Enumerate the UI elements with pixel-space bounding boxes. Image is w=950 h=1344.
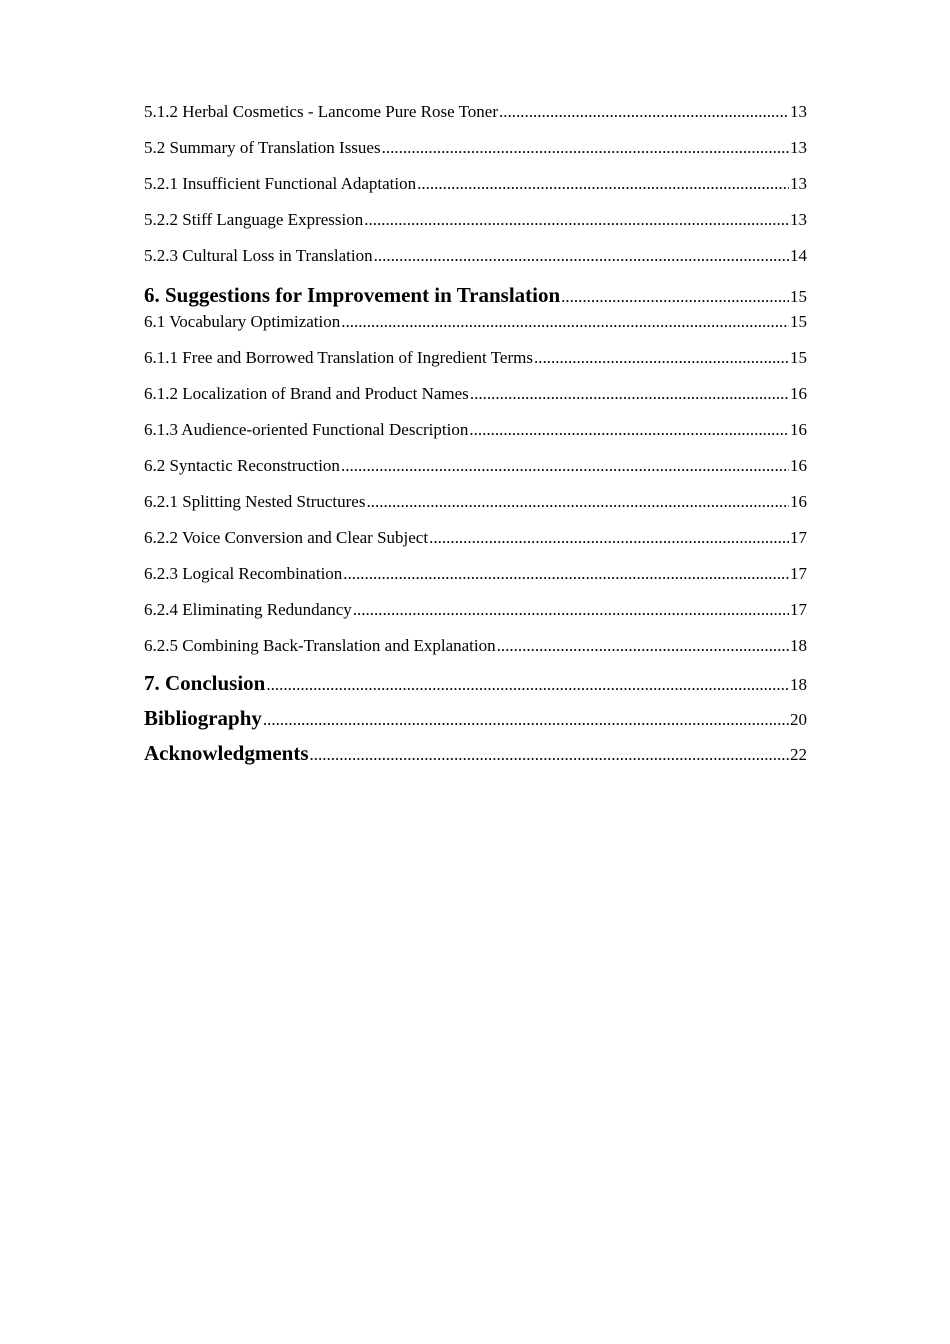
toc-entry-6-2-3[interactable] xyxy=(144,562,807,598)
toc-entry-title: 6.1 Vocabulary Optimization xyxy=(144,312,341,331)
toc-entry-page: 18 xyxy=(790,675,807,694)
toc-entry-page: 20 xyxy=(790,710,807,729)
toc-leader-dots xyxy=(341,454,789,478)
toc-leader-dots xyxy=(561,284,789,310)
toc-leader-dots xyxy=(366,490,789,514)
toc-entry-page: 16 xyxy=(790,456,807,475)
toc-leader-dots xyxy=(374,244,789,268)
toc-leader-dots xyxy=(534,346,789,370)
toc-entry-title: 6.2.5 Combining Back-Translation and Explanation xyxy=(144,636,496,655)
toc-entry-5-2-3[interactable] xyxy=(144,244,807,280)
toc-chapter-acknowledgments[interactable] xyxy=(144,740,807,775)
toc-entry-5-2-1[interactable] xyxy=(144,172,807,208)
toc-chapter-bibliography[interactable] xyxy=(144,705,807,740)
toc-entry-title: 6.1.2 Localization of Brand and Product Names xyxy=(144,384,469,403)
toc-entry-page: 18 xyxy=(790,636,807,655)
toc-entry-page: 17 xyxy=(790,564,807,583)
toc-leader-dots xyxy=(382,136,789,160)
toc-leader-dots xyxy=(417,172,789,196)
toc-entry-5-2-2[interactable] xyxy=(144,208,807,244)
toc-chapter-title: Acknowledgments xyxy=(144,741,309,765)
toc-entry-page: 16 xyxy=(790,492,807,511)
toc-chapter-title: 6. Suggestions for Improvement in Translation xyxy=(144,283,561,307)
toc-leader-dots xyxy=(364,208,789,232)
toc-entry-page: 13 xyxy=(790,102,807,121)
toc-entry-title: 6.1.1 Free and Borrowed Translation of Ingredient Terms xyxy=(144,348,533,367)
toc-entry-page: 17 xyxy=(790,600,807,619)
toc-entry-6-1[interactable] xyxy=(144,310,807,346)
toc-entry-page: 15 xyxy=(790,287,807,306)
toc-entry-title: 6.2.4 Eliminating Redundancy xyxy=(144,600,352,619)
toc-leader-dots xyxy=(341,310,789,334)
table-of-contents xyxy=(144,100,807,775)
toc-leader-dots xyxy=(497,634,789,658)
toc-entry-6-1-2[interactable] xyxy=(144,382,807,418)
toc-entry-6-2-2[interactable] xyxy=(144,526,807,562)
toc-chapter-title: Bibliography xyxy=(144,706,262,730)
toc-leader-dots xyxy=(343,562,789,586)
toc-chapter-7[interactable] xyxy=(144,670,807,705)
toc-leader-dots xyxy=(263,707,789,733)
toc-entry-page: 15 xyxy=(790,312,807,331)
toc-entry-title: 5.2.1 Insufficient Functional Adaptation xyxy=(144,174,417,193)
toc-entry-6-2-5[interactable] xyxy=(144,634,807,670)
toc-entry-page: 17 xyxy=(790,528,807,547)
toc-entry-page: 13 xyxy=(790,210,807,229)
toc-leader-dots xyxy=(429,526,789,550)
toc-entry-page: 15 xyxy=(790,348,807,367)
toc-entry-page: 22 xyxy=(790,745,807,764)
toc-leader-dots xyxy=(310,742,789,768)
toc-entry-6-1-3[interactable] xyxy=(144,418,807,454)
toc-chapter-title: 7. Conclusion xyxy=(144,671,266,695)
toc-entry-page: 13 xyxy=(790,138,807,157)
toc-entry-page: 14 xyxy=(790,246,807,265)
toc-entry-6-2[interactable] xyxy=(144,454,807,490)
toc-entry-title: 6.2.3 Logical Recombination xyxy=(144,564,343,583)
toc-entry-page: 16 xyxy=(790,384,807,403)
toc-leader-dots xyxy=(499,100,789,124)
toc-entry-5-1-2[interactable] xyxy=(144,100,807,136)
toc-entry-title: 5.2.3 Cultural Loss in Translation xyxy=(144,246,373,265)
toc-entry-title: 5.1.2 Herbal Cosmetics - Lancome Pure Rose Toner xyxy=(144,102,498,121)
toc-entry-title: 6.2.1 Splitting Nested Structures xyxy=(144,492,366,511)
toc-entry-title: 6.2 Syntactic Reconstruction xyxy=(144,456,340,475)
toc-leader-dots xyxy=(266,672,789,698)
toc-entry-page: 16 xyxy=(790,420,807,439)
toc-entry-page: 13 xyxy=(790,174,807,193)
toc-entry-title: 5.2.2 Stiff Language Expression xyxy=(144,210,364,229)
toc-leader-dots xyxy=(353,598,789,622)
toc-entry-title: 6.1.3 Audience-oriented Functional Description xyxy=(144,420,469,439)
toc-entry-6-2-1[interactable] xyxy=(144,490,807,526)
toc-leader-dots xyxy=(470,382,789,406)
toc-entry-6-2-4[interactable] xyxy=(144,598,807,634)
toc-entry-title: 5.2 Summary of Translation Issues xyxy=(144,138,381,157)
toc-chapter-6[interactable] xyxy=(144,282,807,310)
toc-entry-5-2[interactable] xyxy=(144,136,807,172)
toc-leader-dots xyxy=(469,418,789,442)
toc-entry-title: 6.2.2 Voice Conversion and Clear Subject xyxy=(144,528,429,547)
toc-entry-6-1-1[interactable] xyxy=(144,346,807,382)
